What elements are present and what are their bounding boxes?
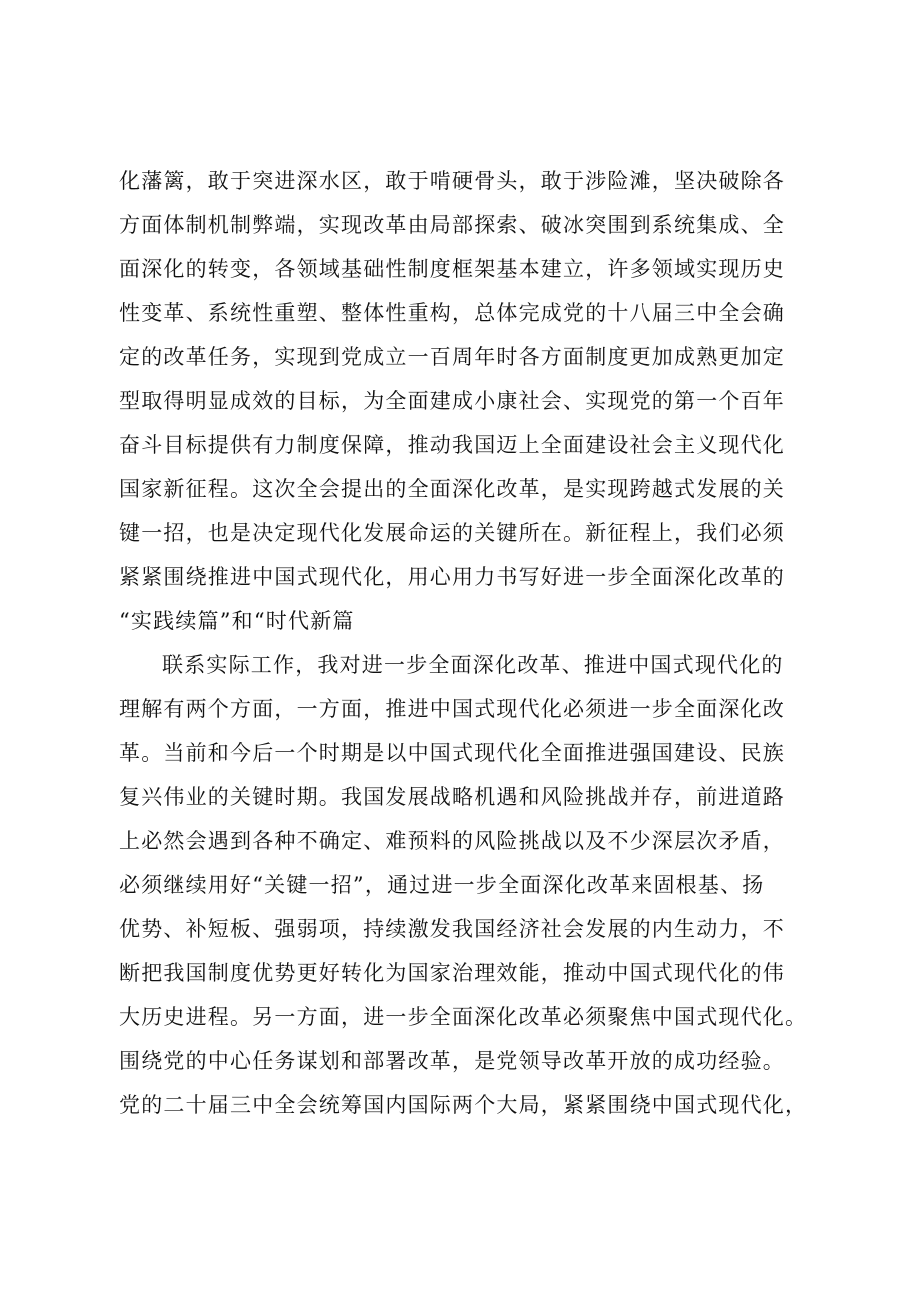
paragraph-1-line: 定的改革任务，实现到党成立一百周年时各方面制度更加成熟更加定 xyxy=(119,345,785,369)
paragraph-2-line: 上必然会遇到各种不确定、难预料的风险挑战以及不少深层次矛盾， xyxy=(119,829,785,853)
paragraph-1-line: 化藩篱，敢于突进深水区，敢于啃硬骨头，敢于涉险滩，坚决破除各 xyxy=(119,169,785,193)
paragraph-2-line: 大历史进程。另一方面，进一步全面深化改革必须聚焦中国式现代化。 xyxy=(119,1005,808,1029)
paragraph-1-line: 方面体制机制弊端，实现改革由局部探索、破冰突围到系统集成、全 xyxy=(119,213,785,237)
paragraph-2-line: 必须继续用好“关键一招”，通过进一步全面深化改革来固根基、扬 xyxy=(119,873,765,897)
paragraph-1-line: “实践续篇”和“时代新篇 xyxy=(119,609,355,633)
paragraph-1-line: 型取得明显成效的目标，为全面建成小康社会、实现党的第一个百年 xyxy=(119,389,785,413)
paragraph-2-line: 革。当前和今后一个时期是以中国式现代化全面推进强国建设、民族 xyxy=(119,741,785,765)
paragraph-1-line: 性变革、系统性重塑、整体性重构，总体完成党的十八届三中全会确 xyxy=(119,301,785,325)
paragraph-2-first-line: 联系实际工作，我对进一步全面深化改革、推进中国式现代化的 xyxy=(162,653,784,677)
paragraph-1-line: 奋斗目标提供有力制度保障，推动我国迈上全面建设社会主义现代化 xyxy=(119,433,785,457)
paragraph-1-line: 紧紧围绕推进中国式现代化，用心用力书写好进一步全面深化改革的 xyxy=(119,565,785,589)
paragraph-2-line: 复兴伟业的关键时期。我国发展战略机遇和风险挑战并存，前进道路 xyxy=(119,785,785,809)
paragraph-1-line: 键一招，也是决定现代化发展命运的关键所在。新征程上，我们必须 xyxy=(119,521,785,545)
paragraph-2-line: 党的二十届三中全会统筹国内国际两个大局，紧紧围绕中国式现代化， xyxy=(119,1093,808,1117)
paragraph-1-line: 面深化的转变，各领域基础性制度框架基本建立，许多领域实现历史 xyxy=(119,257,785,281)
paragraph-2-line: 围绕党的中心任务谋划和部署改革，是党领导改革开放的成功经验。 xyxy=(119,1049,785,1073)
paragraph-2-line: 优势、补短板、强弱项，持续激发我国经济社会发展的内生动力，不 xyxy=(119,917,785,941)
paragraph-2-line: 断把我国制度优势更好转化为国家治理效能，推动中国式现代化的伟 xyxy=(119,961,785,985)
paragraph-1-line: 国家新征程。这次全会提出的全面深化改革，是实现跨越式发展的关 xyxy=(119,477,785,501)
paragraph-2-line: 理解有两个方面，一方面，推进中国式现代化必须进一步全面深化改 xyxy=(119,697,785,721)
